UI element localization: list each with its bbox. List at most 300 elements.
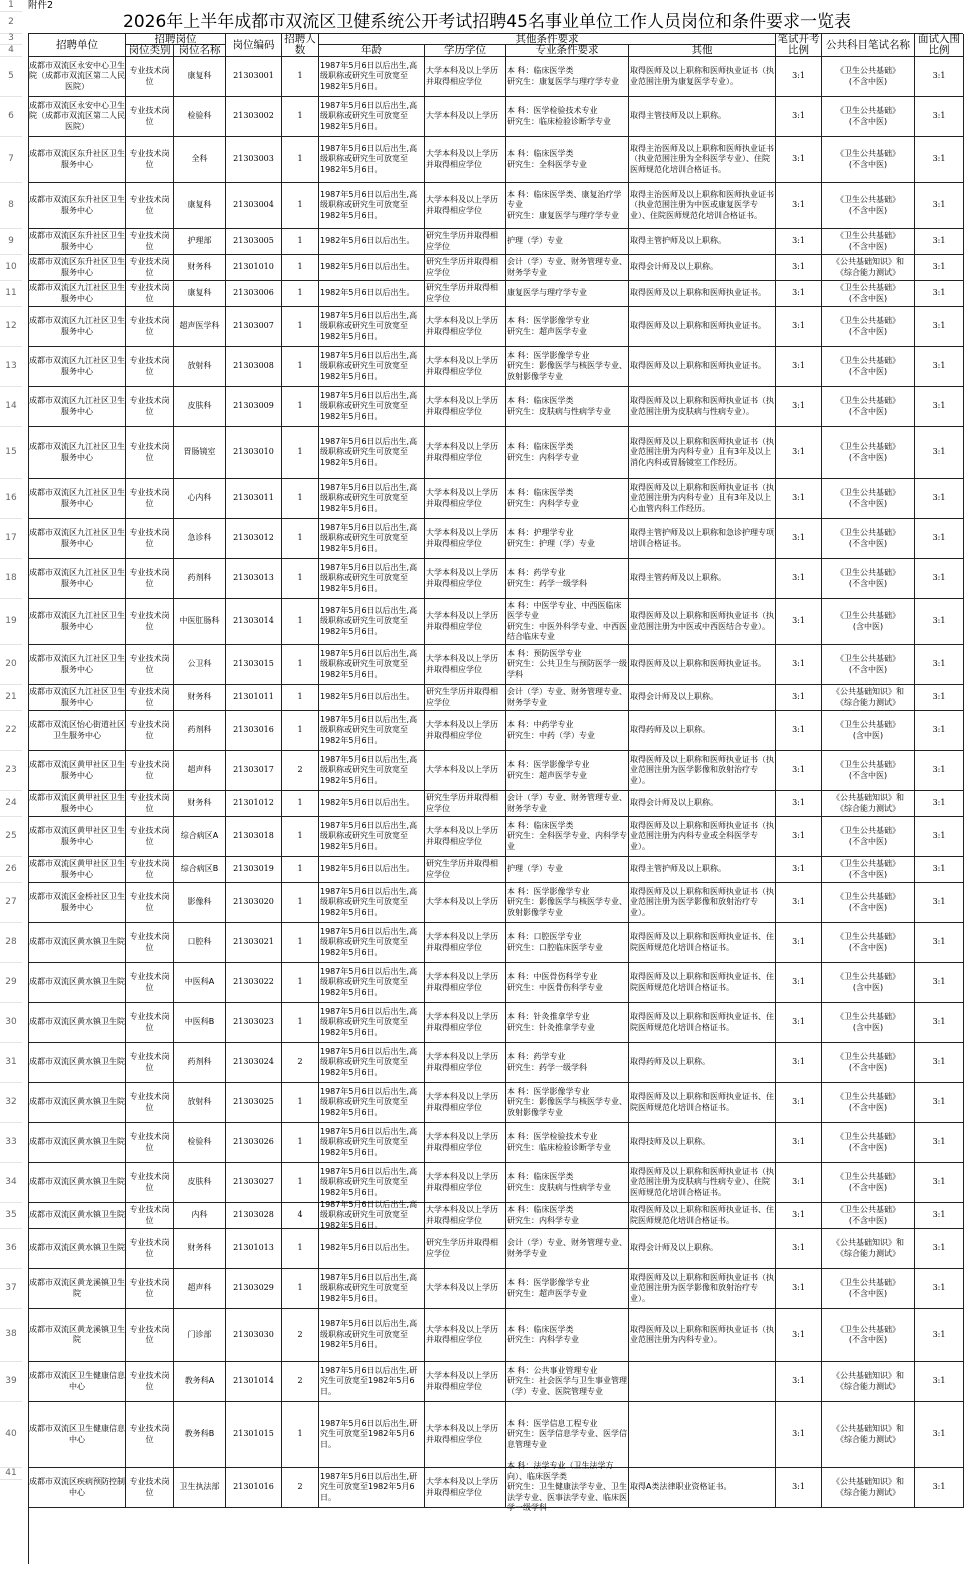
unit-cell [29, 1203, 126, 1229]
other-cell-text: 取得医师及以上职称和医师执业证书、住院医师规范化培训合格证书。 [630, 932, 774, 952]
post-code-cell [226, 1229, 282, 1269]
unit-cell [29, 645, 126, 685]
written-ratio-cell [776, 57, 822, 97]
age-cell [319, 685, 425, 711]
post-code-cell [226, 791, 282, 817]
subject-cell-text: 《卫生公共基础》 (不含中医) [836, 283, 900, 303]
post-name-cell-text: 教务科B [184, 1429, 215, 1439]
major-cell [506, 883, 629, 923]
interview-ratio-cell [915, 1468, 964, 1508]
education-cell [425, 97, 506, 137]
post-code-cell-text: 21303030 [233, 1329, 274, 1339]
post-name-cell [174, 479, 226, 519]
major-cell [506, 791, 629, 817]
age-cell-text: 1987年5月6日以后出生,高级职称或研究生可放宽至1982年5月6日。 [320, 1006, 418, 1037]
post-code-cell [226, 427, 282, 479]
post-name-cell-text: 财务科 [187, 262, 212, 272]
education-cell [425, 479, 506, 519]
interview-ratio-cell-text: 3:1 [932, 288, 946, 298]
post-type-cell [126, 751, 174, 791]
post-name-cell [174, 599, 226, 645]
count-cell [282, 1163, 319, 1203]
age-cell-text: 1987年5月6日以后出生,高级职称或研究生可放宽至1982年5月6日。 [320, 143, 418, 174]
count-cell-text: 1 [297, 1243, 303, 1253]
education-cell-text: 大学本科及以上学历并取得相应学位 [426, 356, 498, 376]
education-cell [425, 817, 506, 857]
post-type-cell [126, 1402, 174, 1468]
age-cell-text: 1987年5月6日以后出生,高级职称或研究生可放宽至1982年5月6日。 [320, 966, 418, 997]
post-name-cell-text: 内科 [191, 1210, 208, 1220]
age-cell-text: 1987年5月6日以后出生,高级职称或研究生可放宽至1982年5月6日。 [320, 1199, 418, 1230]
unit-cell [29, 519, 126, 559]
unit-cell [29, 1123, 126, 1163]
count-cell-text: 1 [297, 573, 303, 583]
interview-ratio-cell [915, 963, 964, 1003]
subject-cell-text: 《公共基础知识》和 《综合能力测试》 [832, 687, 904, 707]
interview-ratio-cell-text: 3:1 [932, 533, 946, 543]
post-code-cell [226, 1163, 282, 1203]
age-cell [319, 519, 425, 559]
row-number: 19 [5, 616, 17, 626]
unit-cell-text: 成都市双流区东升社区卫生服务中心 [29, 231, 125, 251]
post-type-cell [126, 817, 174, 857]
unit-cell-text: 成都市双流区黄水镇卫生院 [29, 1057, 125, 1067]
interview-ratio-cell-text: 3:1 [932, 1429, 946, 1439]
unit-cell [29, 1468, 126, 1508]
header-unit [29, 34, 126, 57]
post-name-cell [174, 923, 226, 963]
education-cell [425, 1203, 506, 1229]
education-cell-text: 大学本科及以上学历 [426, 111, 498, 121]
row-number: 15 [5, 447, 17, 457]
post-type-cell [126, 1003, 174, 1043]
interview-ratio-cell-text: 3:1 [932, 361, 946, 371]
post-code-cell [226, 1003, 282, 1043]
education-cell-text: 研究生学历并取得相应学位 [426, 687, 498, 707]
subject-cell [822, 1083, 915, 1123]
subject-cell [822, 1163, 915, 1203]
row-number: 27 [5, 897, 17, 907]
major-cell [506, 1163, 629, 1203]
post-name-cell [174, 1402, 226, 1468]
subject-cell [822, 1229, 915, 1269]
count-cell [282, 1229, 319, 1269]
interview-ratio-cell-text: 3:1 [932, 798, 946, 808]
header-other-text: 其他 [691, 44, 713, 56]
age-cell [319, 857, 425, 883]
written-ratio-cell-text: 3:1 [792, 1017, 805, 1027]
row-number: 17 [5, 533, 17, 543]
unit-cell [29, 751, 126, 791]
education-cell [425, 1362, 506, 1402]
interview-ratio-cell-text: 3:1 [932, 616, 946, 626]
post-code-cell-text: 21303027 [233, 1177, 274, 1187]
row-number: 32 [5, 1097, 17, 1107]
education-cell-text: 大学本科及以上学历并取得相应学位 [426, 1092, 498, 1112]
header-post-type-text: 岗位类别 [128, 44, 171, 56]
count-cell [282, 963, 319, 1003]
count-cell [282, 817, 319, 857]
post-type-cell-text: 专业技术岗位 [129, 316, 170, 336]
post-name-cell-text: 胃肠镜室 [183, 447, 216, 457]
count-cell-text: 2 [297, 1376, 303, 1386]
post-type-cell [126, 1163, 174, 1203]
interview-ratio-cell [915, 57, 964, 97]
interview-ratio-cell [915, 857, 964, 883]
count-cell [282, 519, 319, 559]
post-code-cell-text: 21301013 [233, 1243, 274, 1253]
count-cell-text: 1 [297, 798, 303, 808]
written-ratio-cell [776, 137, 822, 183]
interview-ratio-cell-text: 3:1 [932, 831, 946, 841]
subject-cell [822, 923, 915, 963]
education-cell-text: 大学本科及以上学历并取得相应学位 [426, 149, 498, 169]
other-cell [629, 387, 776, 427]
post-code-cell [226, 1402, 282, 1468]
written-ratio-cell [776, 229, 822, 255]
written-ratio-cell [776, 1003, 822, 1043]
post-code-cell-text: 21303004 [233, 200, 274, 210]
education-cell [425, 1468, 506, 1508]
post-type-cell [126, 347, 174, 387]
education-cell-text: 大学本科及以上学历并取得相应学位 [426, 1477, 498, 1497]
other-cell-text: 取得主管护师及以上职称。 [630, 236, 726, 246]
count-cell [282, 387, 319, 427]
unit-cell [29, 791, 126, 817]
major-cell-text: 本 科：临床医学类 研究生：全科医学专业、内科学专业 [507, 820, 627, 851]
other-cell [629, 1309, 776, 1362]
age-cell [319, 1043, 425, 1083]
post-code-cell [226, 307, 282, 347]
header-age [319, 45, 425, 57]
post-type-cell [126, 857, 174, 883]
subject-cell [822, 1402, 915, 1468]
age-cell [319, 1402, 425, 1468]
post-name-cell-text: 财务科 [187, 798, 212, 808]
major-cell-text: 本 科：药学专业 研究生：药学一级学科 [507, 1052, 587, 1072]
written-ratio-cell [776, 255, 822, 281]
count-cell-text: 1 [297, 864, 303, 874]
unit-cell [29, 255, 126, 281]
post-name-cell [174, 751, 226, 791]
count-cell [282, 559, 319, 599]
subject-cell-text: 《卫生公共基础》 (不含中医) [836, 826, 900, 846]
written-ratio-cell-text: 3:1 [792, 533, 805, 543]
unit-cell-text: 成都市双流区黄甲社区卫生服务中心 [29, 793, 125, 813]
interview-ratio-cell [915, 923, 964, 963]
header-interview-ratio [915, 34, 964, 57]
major-cell [506, 229, 629, 255]
post-type-cell-text: 专业技术岗位 [129, 283, 170, 303]
post-code-cell-text: 21303029 [233, 1283, 274, 1293]
unit-cell [29, 57, 126, 97]
age-cell [319, 387, 425, 427]
post-type-cell-text: 专业技术岗位 [129, 1424, 170, 1444]
other-cell-text: 取得医师及以上职称和医师执业证书（执业范围注册为内科专业）且有3年及以上消化内科或胃肠镜室工作经历。 [630, 436, 774, 467]
written-ratio-cell-text: 3:1 [792, 1283, 805, 1293]
other-cell [629, 817, 776, 857]
subject-cell-text: 《公共基础知识》和 《综合能力测试》 [832, 257, 904, 277]
interview-ratio-cell [915, 817, 964, 857]
age-cell-text: 1987年5月6日以后出生,高级职称或研究生可放宽至1982年5月6日。 [320, 820, 418, 851]
education-cell [425, 255, 506, 281]
subject-cell [822, 857, 915, 883]
post-name-cell [174, 685, 226, 711]
subject-cell-text: 《卫生公共基础》 (不含中医) [836, 231, 900, 251]
post-name-cell-text: 皮肤科 [187, 1177, 212, 1187]
written-ratio-cell-text: 3:1 [792, 1137, 805, 1147]
unit-cell-text: 成都市双流区永安中心卫生院（成都市双流区第二人民医院） [29, 60, 125, 91]
age-cell-text: 1987年5月6日以后出生,高级职称或研究生可放宽至1982年5月6日。 [320, 926, 418, 957]
post-type-cell-text: 专业技术岗位 [129, 396, 170, 416]
count-cell [282, 97, 319, 137]
education-cell-text: 大学本科及以上学历并取得相应学位 [426, 316, 498, 336]
post-type-cell [126, 183, 174, 229]
unit-cell [29, 1163, 126, 1203]
subject-cell [822, 57, 915, 97]
education-cell-text: 大学本科及以上学历并取得相应学位 [426, 611, 498, 631]
subject-cell [822, 1468, 915, 1508]
subject-cell [822, 751, 915, 791]
post-code-cell-text: 21303005 [233, 236, 274, 246]
post-name-cell-text: 检验科 [187, 111, 212, 121]
major-cell [506, 97, 629, 137]
post-type-cell-text: 专业技术岗位 [129, 231, 170, 251]
count-cell [282, 791, 319, 817]
unit-cell [29, 923, 126, 963]
header-subject-text: 公共科目笔试名称 [826, 38, 910, 51]
row-gridline [0, 1479, 22, 1480]
other-cell [629, 479, 776, 519]
subject-cell-text: 《卫生公共基础》 (不含中医) [836, 442, 900, 462]
education-cell-text: 研究生学历并取得相应学位 [426, 283, 498, 303]
count-cell-text: 1 [297, 1283, 303, 1293]
written-ratio-cell [776, 1083, 822, 1123]
age-cell-text: 1987年5月6日以后出生,高级职称或研究生可放宽至1982年5月6日。 [320, 60, 418, 91]
post-type-cell-text: 专业技术岗位 [129, 1477, 170, 1497]
post-name-cell [174, 519, 226, 559]
written-ratio-cell [776, 307, 822, 347]
post-type-cell [126, 1043, 174, 1083]
education-cell-text: 大学本科及以上学历并取得相应学位 [426, 932, 498, 952]
interview-ratio-cell [915, 347, 964, 387]
unit-cell-text: 成都市双流区黄甲社区卫生服务中心 [29, 859, 125, 879]
education-cell-text: 大学本科及以上学历并取得相应学位 [426, 972, 498, 992]
interview-ratio-cell [915, 883, 964, 923]
education-cell [425, 685, 506, 711]
row-number: 39 [5, 1376, 17, 1386]
row-number: 31 [5, 1057, 17, 1067]
unit-cell [29, 1402, 126, 1468]
interview-ratio-cell [915, 281, 964, 307]
education-cell [425, 645, 506, 685]
post-code-cell-text: 21303013 [233, 573, 274, 583]
written-ratio-cell-text: 3:1 [792, 1177, 805, 1187]
education-cell [425, 751, 506, 791]
written-ratio-cell-text: 3:1 [792, 897, 805, 907]
count-cell [282, 479, 319, 519]
count-cell [282, 427, 319, 479]
major-cell-text: 本 科：针灸推拿学专业 研究生：针灸推拿学专业 [507, 1012, 595, 1032]
education-cell-text: 大学本科及以上学历并取得相应学位 [426, 720, 498, 740]
other-cell [629, 97, 776, 137]
major-cell-text: 本 科：临床医学类 研究生：皮肤病与性病学专业 [507, 396, 611, 416]
age-cell [319, 97, 425, 137]
major-cell-text: 会计（学）专业、财务管理专业、财务学专业 [507, 793, 627, 813]
count-cell [282, 751, 319, 791]
count-cell [282, 255, 319, 281]
post-type-cell [126, 479, 174, 519]
post-code-cell-text: 21303002 [233, 111, 274, 121]
written-ratio-cell [776, 183, 822, 229]
subject-cell [822, 559, 915, 599]
age-cell-text: 1987年5月6日以后出生,高级职称或研究生可放宽至1982年5月6日。 [320, 1272, 418, 1303]
subject-cell [822, 347, 915, 387]
unit-cell-text: 成都市双流区九江社区卫生服务中心 [29, 442, 125, 462]
other-cell [629, 685, 776, 711]
header-count [282, 34, 319, 57]
age-cell [319, 307, 425, 347]
post-name-cell-text: 超声科 [187, 1283, 212, 1293]
major-cell [506, 559, 629, 599]
written-ratio-cell [776, 685, 822, 711]
post-type-cell-text: 专业技术岗位 [129, 195, 170, 215]
unit-cell-text: 成都市双流区九江社区卫生服务中心 [29, 396, 125, 416]
count-cell-text: 1 [297, 1097, 303, 1107]
post-name-cell [174, 183, 226, 229]
interview-ratio-cell [915, 229, 964, 255]
written-ratio-cell-text: 3:1 [792, 111, 805, 121]
count-cell-text: 1 [297, 831, 303, 841]
unit-cell-text: 成都市双流区九江社区卫生服务中心 [29, 488, 125, 508]
written-ratio-cell [776, 1043, 822, 1083]
other-cell [629, 1163, 776, 1203]
post-code-cell [226, 1043, 282, 1083]
unit-cell-text: 成都市双流区卫生健康信息中心 [29, 1424, 125, 1444]
post-name-cell-text: 综合病区A [180, 831, 219, 841]
post-type-cell-text: 专业技术岗位 [129, 1205, 170, 1225]
written-ratio-cell-text: 3:1 [792, 262, 805, 272]
subject-cell-text: 《卫生公共基础》 (含中医) [836, 972, 900, 992]
age-cell-text: 1982年5月6日以后出生。 [320, 864, 415, 874]
major-cell-text: 本 科：医学影像学专业 研究生：超声医学专业 [507, 1278, 590, 1298]
post-code-cell [226, 183, 282, 229]
header-education-text: 学历学位 [444, 44, 486, 56]
post-type-cell [126, 963, 174, 1003]
other-cell-text: 取得会计师及以上职称。 [630, 798, 718, 808]
subject-cell [822, 281, 915, 307]
education-cell [425, 307, 506, 347]
post-code-cell-text: 21303003 [233, 154, 274, 164]
post-type-cell-text: 专业技术岗位 [129, 488, 170, 508]
unit-cell-text: 成都市双流区黄龙溪镇卫生院 [29, 1324, 125, 1344]
post-type-cell [126, 1269, 174, 1309]
age-cell-text: 1987年5月6日以后出生,研究生可放宽至1982年5月6日。 [320, 1418, 418, 1449]
unit-cell-text: 成都市双流区黄水镇卫生院 [29, 1210, 125, 1220]
post-name-cell [174, 559, 226, 599]
post-code-cell-text: 21303020 [233, 897, 274, 907]
row-number: 8 [8, 200, 14, 210]
post-type-cell [126, 711, 174, 751]
written-ratio-cell-text: 3:1 [792, 200, 805, 210]
education-cell [425, 857, 506, 883]
other-cell [629, 347, 776, 387]
major-cell-text: 本 科：药学专业 研究生：药学一级学科 [507, 568, 587, 588]
interview-ratio-cell-text: 3:1 [932, 1243, 946, 1253]
unit-cell [29, 559, 126, 599]
row-number: 1 [8, 0, 14, 10]
other-cell-text: 取得主管技师及以上职称。 [630, 111, 726, 121]
unit-cell-text: 成都市双流区九江社区卫生服务中心 [29, 528, 125, 548]
post-type-cell-text: 专业技术岗位 [129, 1324, 170, 1344]
post-code-cell [226, 883, 282, 923]
count-cell-text: 1 [297, 288, 303, 298]
major-cell [506, 1229, 629, 1269]
written-ratio-cell [776, 1309, 822, 1362]
age-cell [319, 1269, 425, 1309]
unit-cell-text: 成都市双流区怡心街道社区卫生服务中心 [29, 720, 125, 740]
subject-cell [822, 791, 915, 817]
interview-ratio-cell [915, 479, 964, 519]
post-code-cell [226, 685, 282, 711]
age-cell-text: 1987年5月6日以后出生,高级职称或研究生可放宽至1982年5月6日。 [320, 1319, 418, 1350]
subject-cell [822, 1123, 915, 1163]
post-name-cell [174, 645, 226, 685]
post-type-cell-text: 专业技术岗位 [129, 1052, 170, 1072]
post-name-cell [174, 1083, 226, 1123]
interview-ratio-cell-text: 3:1 [932, 937, 946, 947]
post-code-cell [226, 255, 282, 281]
age-cell [319, 229, 425, 255]
post-name-cell [174, 791, 226, 817]
other-cell [629, 427, 776, 479]
other-cell-text: 取得药师及以上职称。 [630, 1057, 710, 1067]
written-ratio-cell-text: 3:1 [792, 321, 805, 331]
education-cell [425, 1402, 506, 1468]
age-cell [319, 1163, 425, 1203]
other-cell-text: 取得主管护师及以上职称和急诊护理专项培训合格证书。 [630, 528, 774, 548]
major-cell [506, 963, 629, 1003]
row-number: 37 [5, 1283, 17, 1293]
post-name-cell [174, 387, 226, 427]
post-type-cell [126, 137, 174, 183]
other-cell-text: 取得医师及以上职称和医师执业证书（执业范围注册为医学影像和放射治疗专业）。 [630, 754, 774, 785]
major-cell [506, 1043, 629, 1083]
unit-cell-text: 成都市双流区金桥社区卫生服务中心 [29, 892, 125, 912]
written-ratio-cell [776, 1203, 822, 1229]
post-name-cell [174, 1043, 226, 1083]
interview-ratio-cell [915, 685, 964, 711]
interview-ratio-cell [915, 1362, 964, 1402]
major-cell-text: 本 科：医学影像学专业 研究生：超声医学专业 [507, 760, 590, 780]
major-cell [506, 57, 629, 97]
unit-cell [29, 137, 126, 183]
attachment-label: 附件2 [28, 0, 54, 11]
written-ratio-cell-text: 3:1 [792, 1329, 805, 1339]
post-code-cell-text: 21303017 [233, 765, 274, 775]
written-ratio-cell [776, 1229, 822, 1269]
major-cell [506, 519, 629, 559]
post-code-cell-text: 21303028 [233, 1210, 274, 1220]
post-type-cell [126, 229, 174, 255]
education-cell-text: 大学本科及以上学历并取得相应学位 [426, 1172, 498, 1192]
education-cell-text: 大学本科及以上学历 [426, 897, 498, 907]
subject-cell-text: 《卫生公共基础》 (不含中医) [836, 316, 900, 336]
age-cell-text: 1987年5月6日以后出生,高级职称或研究生可放宽至1982年5月6日。 [320, 886, 418, 917]
other-cell [629, 519, 776, 559]
subject-cell-text: 《卫生公共基础》 (不含中医) [836, 892, 900, 912]
age-cell-text: 1987年5月6日以后出生,研究生可放宽至1982年5月6日。 [320, 1365, 418, 1396]
